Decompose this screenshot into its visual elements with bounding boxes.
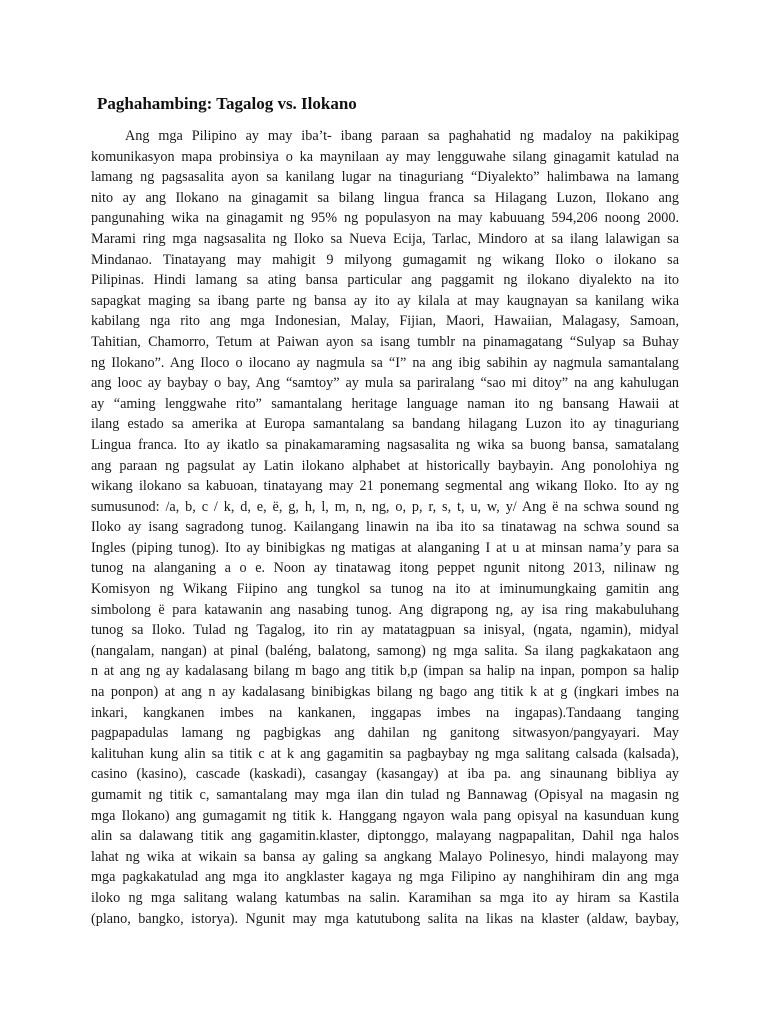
paragraph-line: sapagkat maging sa ibang parte ng bansa ay ito ay kilala at may kaugnayan sa kanilang wika xyxy=(91,292,679,309)
paragraph-line: Mindanao. Tinatayang may mahigit 9 milyong gumagamit ng wikang Iloko o ilokano sa xyxy=(91,251,679,268)
paragraph-line: Ang mga Pilipino ay may iba’t- ibang paraan sa paghahatid ng madaloy na pakikipag xyxy=(125,128,679,144)
paragraph-line: alin sa dalawang titik ang gagamitin.klaster, diptonggo, malayang nagpapalitan, Dahil nga halos xyxy=(91,828,679,845)
paragraph-line: ng Ilokano”. Ang Iloco o ilocano ay nagmula sa “I” na ang ibig sabihin ay nagmula samantalang xyxy=(91,354,679,371)
paragraph-line: casino (kasino), cascade (kaskadi), casangay (kasangay) at iba pa. ang sinaunang bibliya ay xyxy=(91,766,679,783)
paragraph-line: nito ay ang Ilokano na ginagamit sa bilang lingua franca sa Hilagang Luzon, Ilokano ang xyxy=(91,189,679,206)
paragraph-line: iloko ng mga salitang walang katumbas na salin. Karamihan sa mga ito ay hiram sa Kastila xyxy=(91,889,679,906)
paragraph-line: komunikasyon mapa probinsiya o ka maynilaan ay may lengguwahe silang ginagamit katulad na xyxy=(91,148,679,165)
paragraph-line: Komisyon ng Wikang Fiipino ang tungkol sa tunog na ito at iminumungkaing gamitin ang xyxy=(91,581,679,598)
paragraph-line: tunog na alanganing a o e. Noon ay tinatawag itong peppet ngunit nitong 2013, nilinaw ng xyxy=(91,560,679,577)
paragraph-line: (nangalam, nangan) at pinal (baléng, balatong, samong) ng mga salita. Sa ilang pagkakataon ang xyxy=(91,642,679,659)
paragraph-line: Tahitian, Chamorro, Tetum at Paiwan ayon sa isang tumblr na pinamagatang “Sulyap sa Buhay xyxy=(91,333,679,350)
paragraph-line: ay “aming lenggwahe rito” samantalang heritage language naman ito ng bansang Hawaii at xyxy=(91,395,679,412)
paragraph-line: kabilang nga rito ang mga Indonesian, Malay, Fijian, Maori, Hawaiian, Malagasy, Samoan, xyxy=(91,313,679,330)
paragraph-line: wikang ilokano sa kabuoan, tinatayang may 21 ponemang segmental ang wikang Iloko. Ito ay ng xyxy=(91,478,679,495)
paragraph-line: Iloko ay isang sagradong tunog. Kailangang linawin na iba ito sa tinatawag na schwa sound sa xyxy=(91,519,679,536)
paragraph-line: (plano, bangko, istorya). Ngunit may mga katutubong salita na likas na klaster (aldaw, baybay, xyxy=(91,910,679,927)
paragraph-line: Pilipinas. Hindi lamang sa ating bansa particular ang paggamit ng ilokano diyalekto na ito xyxy=(91,272,679,289)
paragraph-line: Lingua franca. Ito ay ikatlo sa pinakamaraming nagsasalita ng wika sa buong bansa, samatalang xyxy=(91,436,679,453)
paragraph-line: ang paraan ng pagsulat ay Latin ilokano alphabet at historically baybayin. Ang ponolohiya ng xyxy=(91,457,679,474)
paragraph-line: n at ang ng ay kadalasang bilang m bago ang titik b,p (impan sa halip na inpan, pompon sa halip xyxy=(91,663,679,680)
document-title: Paghahambing: Tagalog vs. Ilokano xyxy=(97,94,357,113)
document-paragraph xyxy=(91,126,679,929)
paragraph-line: mga Ilokano) ang gumagamit ng titik k. Hanggang ngayon wala pang opisyal na kasunduan kung xyxy=(91,807,679,824)
paragraph-line: sumusunod: /a, b, c / k, d, e, ë, g, h, l, m, n, ng, o, p, r, s, t, u, w, y/ Ang ë na schwa sound ng xyxy=(91,498,679,515)
paragraph-line: kalituhan kung alin sa titik c at k ang gagamitin sa pagbaybay ng mga salitang calsada (kalsada), xyxy=(91,745,679,762)
paragraph-line: mga pagkakatulad ang mga ito angklaster kagaya ng mga Filipino ay nanghihiram din ang mga xyxy=(91,869,679,886)
paragraph-line: pangunahing wika na ginagamit ng 95% ng populasyon na may kabuuang 594,206 noong 2000. xyxy=(91,210,679,227)
paragraph-line: lahat ng wika at wikain sa bansa ay galing sa angkang Malayo Polinesyo, hindi malayong may xyxy=(91,848,679,865)
paragraph-line: simbolong ë para katawanin ang nasabing tunog. Ang digrapong ng, ay isa ring makabuluhang xyxy=(91,601,679,618)
paragraph-line: gumamit ng titik c, samantalang may mga ilan din tulad ng Bannawag (Opisyal na magasin ng xyxy=(91,787,679,803)
paragraph-line: Marami ring mga nagsasalita ng Iloko sa Nueva Ecija, Tarlac, Mindoro at sa ilang lalawigan sa xyxy=(91,230,679,247)
paragraph-line: Ingles (piping tunog). Ito ay binibigkas ng matigas at alanganing I at u at minsan nama’y para sa xyxy=(91,539,679,556)
paragraph-line: pagpapadulas lamang ng pagbigkas ang dahilan ng ganitong sitwasyon/pangyayari. May xyxy=(91,725,679,742)
paragraph-line: lamang ng pagsasalita ayon sa kanilang lugar na tinaguriang “Diyalekto” halimbawa na lamang xyxy=(91,169,679,186)
paragraph-line: ang looc ay baybay o bay, Ang “samtoy” ay mula sa pariralang “sao mi ditoy” na ang kahulugan xyxy=(91,375,679,392)
paragraph-line: inkari, kangkanen imbes na kankanen, inggapas imbes na ingapas).Tandaang tanging xyxy=(91,704,679,721)
paragraph-line: ilang estado sa amerika at Europa samantalang sa bandang hilagang Luzon ito ay tinaguriang xyxy=(91,416,679,433)
paragraph-line: tunog sa Iloko. Tulad ng Tagalog, ito rin ay matatagpuan sa inisyal, (ngata, ngamin), midyal xyxy=(91,622,679,639)
paragraph-line: na ponpon) at ang n ay kadalasang binibigkas bilang ng bago ang titik k at g (ingkari imbes na xyxy=(91,684,679,701)
